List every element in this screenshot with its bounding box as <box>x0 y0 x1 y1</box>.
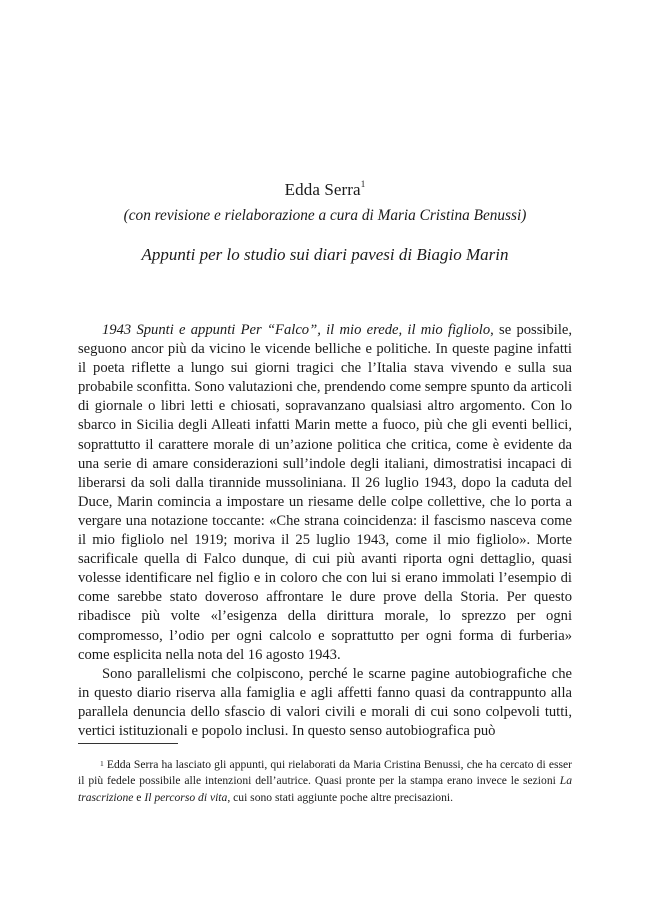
footnote <box>78 757 572 806</box>
footnote-italic-2: Il percorso di vita <box>144 790 228 804</box>
article-body <box>78 321 572 741</box>
paragraph-2: Sono parallelismi che colpiscono, perché le scarne pagine autobiografiche che in questo diario riserva alla famiglia e agli affetti fanno quasi da contrappunto alla parallela denuncia dello sfascio di valori civili e morali di cui sono colpevoli tutti, vertici istituzionali e popolo inclusi. In questo senso autobiografica può <box>78 665 572 739</box>
footnote-text-a: Edda Serra ha lasciato gli appunti, qui rielaborati da Maria Cristina Benussi, che ha cercato di esser il più fedele possibile alle intenzioni dell’autrice. Quasi pronte per la stampa erano invece le sezioni <box>78 758 572 788</box>
curator-subtitle: (con revisione e rielaborazione a cura di Maria Cristina Benussi) <box>123 207 527 224</box>
article-title: Appunti per lo studio sui diari pavesi di Biagio Marin <box>141 245 509 264</box>
section-heading-italic: 1943 Spunti e appunti Per “Falco”, il mio erede, il mio figliolo <box>102 322 491 338</box>
footnote-mark: 1 <box>100 759 104 768</box>
paragraph-1-text: , se possibile, seguono ancor più da vicino le vicende belliche e politiche. In queste pagine infatti il poeta riflette a lungo sui giorni tragici che l’Italia stava vivendo e sulla sua probabile sconfitta. Sono valutazioni che, prendendo come sempre spunto da articoli di giornale o libri letti e chiosati, sopravanzano qualsiasi altro argomento. Con lo sbarco in Sicilia degli Alleati infatti Marin mette a fuoco, più che gli eventi bellici, soprattutto il carattere morale di un’azione politica che critica, come è evidente da una serie di amare considerazioni sull’indole degli italiani, dimostratisi incapaci di liberarsi da soli dalla tirannide mussoliniana. Il 26 luglio 1943, dopo la caduta del Duce, Marin comincia a impostare un riesame delle colpe collettive, che lo porta a vergare una notazione toccante: «Che strana coincidenza: il fascismo nasceva come il mio figliolo nel 1919; moriva il 25 luglio 1943, come il mio figliolo». Morte sacrificale quella di Falco dunque, di cui più avanti riporta ogni dettaglio, quasi volesse identificare nel figlio e in coloro che con lui si erano immolati l’esempio di come sarebbe stato doveroso affrontare le dure prove della Storia. Per questo ribadisce più volte «l’esigenza della dirittura morale, lo sprezzo per ogni compromesso, l’odio per ogni calcolo e soprattutto per ogni forma di furberia» come esplicita nella nota del 16 agosto 1943. <box>78 322 572 663</box>
footnote-separator <box>78 743 178 744</box>
author-heading <box>0 180 650 200</box>
footnote-text-c: , cui sono stati aggiunte poche altre precisazioni. <box>227 790 454 804</box>
author-name: Edda Serra <box>284 180 361 199</box>
footnote-italic-1: La trascrizione <box>78 774 572 804</box>
paragraph-1 <box>78 321 572 665</box>
footnote-text-b: e <box>133 790 145 804</box>
footnote-reference: 1 <box>360 179 366 189</box>
